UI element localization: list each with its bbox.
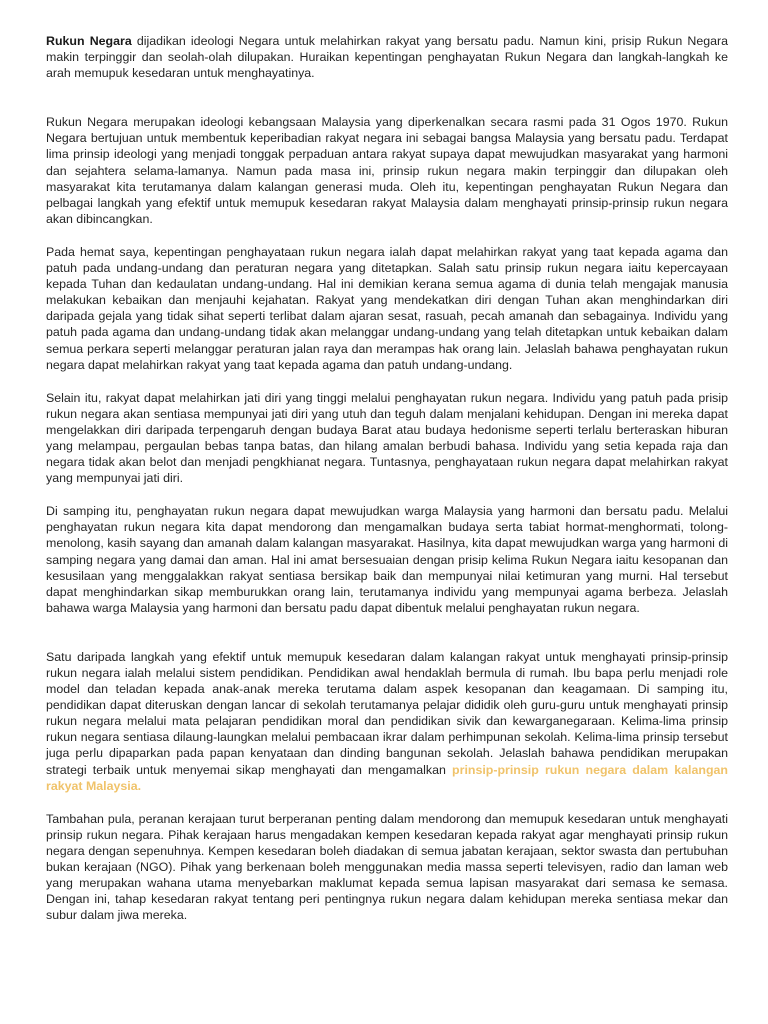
intro-text: dijadikan ideologi Negara untuk melahirkan rakyat yang bersatu padu. Namun kini, prisip Rukun Negara makin terpinggir dan seolah-olah dilupakan. Huraikan kepentingan penghayatan Rukun Negara dan langkah-langkah ke arah memupuk kesedaran untuk menghayatinya. — [46, 34, 729, 81]
paragraph-point-1: Pada hemat saya, kepentingan penghayataan rukun negara ialah dapat melahirkan rakyat yang taat kepada agama dan patuh pada undang-undang dan peraturan negara yang ditetapkan. Salah satu prinsip rukun negara iaitu kepercayaan kepada Tuhan dan kedaulatan undang-undang. Hal ini demikian kerana semua agama di dunia telah mengajak manusia melakukan kebaikan dan menjauhi kejahatan. Rakyat yang mendekatkan diri dengan Tuhan akan menghindarkan diri daripada gejala yang tidak sihat seperti terlibat dalam ajaran sesat, rasuah, pecah amanah dan sebagainya. Individu yang patuh pada agama dan undang-undang tidak akan melanggar undang-undang yang telah ditetapkan untuk kebaikan dalam semua perkara seperti melanggar peraturan jalan raya dan merampas hak orang lain. Jelaslah bahawa penghayatan rukun negara dapat melahirkan rakyat yang taat kepada agama dan patuh undang-undang. — [46, 244, 728, 372]
paragraph-point-3: Di samping itu, penghayatan rukun negara dapat mewujudkan warga Malaysia yang harmoni dan bersatu padu. Melalui penghayatan rukun negara kita dapat mendorong dan mengamalkan budaya serta tabiat hormat-menghormati, tolong-menolong, kasih sayang dan amanah dalam kalangan masyarakat. Hasilnya, kita dapat mewujudkan warga yang harmoni di samping negara yang damai dan aman. Hal ini amat bersesuaian dengan prisip kelima Rukun Negara iaitu kesopanan dan kesusilaan yang menggalakkan rakyat sentiasa bersikap baik dan mempunyai nilai ketimuran yang murni. Hal tersebut dapat menghindarkan sikap memburukkan orang lain, terutamanya individu yang mempunyai agama berbeza. Jelaslah bahawa warga Malaysia yang harmoni dan bersatu padu dapat dibentuk melalui penghayatan rukun negara. — [46, 504, 728, 615]
paragraph-introduction: Rukun Negara merupakan ideologi kebangsaan Malaysia yang diperkenalkan secara rasmi pada 31 Ogos 1970. Rukun Negara bertujuan untuk membentuk keperibadian rakyat negara ini sebagai bangsa Malaysia yang bersatu padu. Terdapat lima prinsip ideologi yang menjadi tonggak perpaduan antara rakyat supaya dapat mewujudkan masyarakat yang harmoni dan sejahtera selama-lamanya. Namun pada masa ini, prinsip rukun negara makin terpinggir dan dilupakan oleh masyarakat kita terutamanya dalam kalangan generasi muda. Oleh itu, kepentingan penghayatan Rukun Negara dan pelbagai langkah yang efektif untuk memupuk kesedaran rakyat Malaysia dalam menghayati prinsip-prinsip rukun negara akan dibincangkan. — [46, 115, 728, 226]
highlighted-text: prinsip-prinsip rukun negara dalam kalangan rakyat Malaysia. — [46, 762, 728, 793]
intro-paragraph — [46, 33, 728, 81]
intro-bold-lead: Rukun Negara — [46, 34, 132, 48]
paragraph-point-2: Selain itu, rakyat dapat melahirkan jati diri yang tinggi melalui penghayatan rukun negara. Individu yang patuh pada prisip rukun negara akan sentiasa mempunyai jati diri yang utuh dan teguh dalam menjalani kehidupan. Dengan ini mereka dapat mengelakkan diri daripada terpengaruh dengan budaya Barat atau budaya hedonisme seperti terlalu berteraskan hiburan yang melampau, pergaulan bebas tanpa batas, dan hilang amalan berbudi bahasa. Individu yang setia kepada raja dan negara tidak akan belot dan menjadi pengkhianat negara. Tuntasnya, penghayataan rukun negara dapat melahirkan rakyat yang mempunyai jati diri. — [46, 390, 728, 486]
step-1-text: Satu daripada langkah yang efektif untuk memupuk kesedaran dalam kalangan rakyat untuk menghayati prinsip-prinsip rukun negara ialah melalui sistem pendidikan. Pendidikan awal hendaklah bermula di rumah. Ibu bapa perlu menjadi role model dan teladan kepada anak-anak mereka terutama dalam aspek kesopanan dan keagamaan. Di samping itu, pendidikan dapat diteruskan dengan lancar di sekolah terutamanya pelajar dididik oleh guru-guru untuk menghayati prinsip rukun negara melalui mata pelajaran pendidikan moral dan pendidikan sivik dan kewarganegaraan. Kelima-lima prinsip rukun negara sentiasa dilaung-laungkan melalui pembacaan ikrar dalam perhimpunan sekolah. Kelima-lima prinsip tersebut juga perlu dipaparkan pada papan kenyataan dan dinding bangunan sekolah. Jelaslah bahawa pendidikan merupakan strategi terbaik untuk menyemai sikap menghayati dan mengamalkan — [46, 649, 728, 777]
paragraph-step-1 — [46, 649, 728, 794]
paragraph-step-2: Tambahan pula, peranan kerajaan turut berperanan penting dalam mendorong dan memupuk kesedaran untuk menghayati prinsip rukun negara. Pihak kerajaan harus mengadakan kempen kesedaran kepada rakyat agar menghayati prinsip rukun negara dengan sepenuhnya. Kempen kesedaran boleh diadakan di semua jabatan kerajaan, sektor swasta dan pertubuhan bukan kerajaan (NGO). Pihak yang berkenaan boleh menggunakan media massa seperti televisyen, radio dan laman web yang merupakan wahana utama menyebarkan maklumat kepada semua lapisan masyarakat dari semasa ke semasa. Dengan ini, tahap kesedaran rakyat tentang peri pentingnya rukun negara dalam kehidupan mereka sentiasa mekar dan subur dalam jiwa mereka. — [46, 811, 728, 923]
